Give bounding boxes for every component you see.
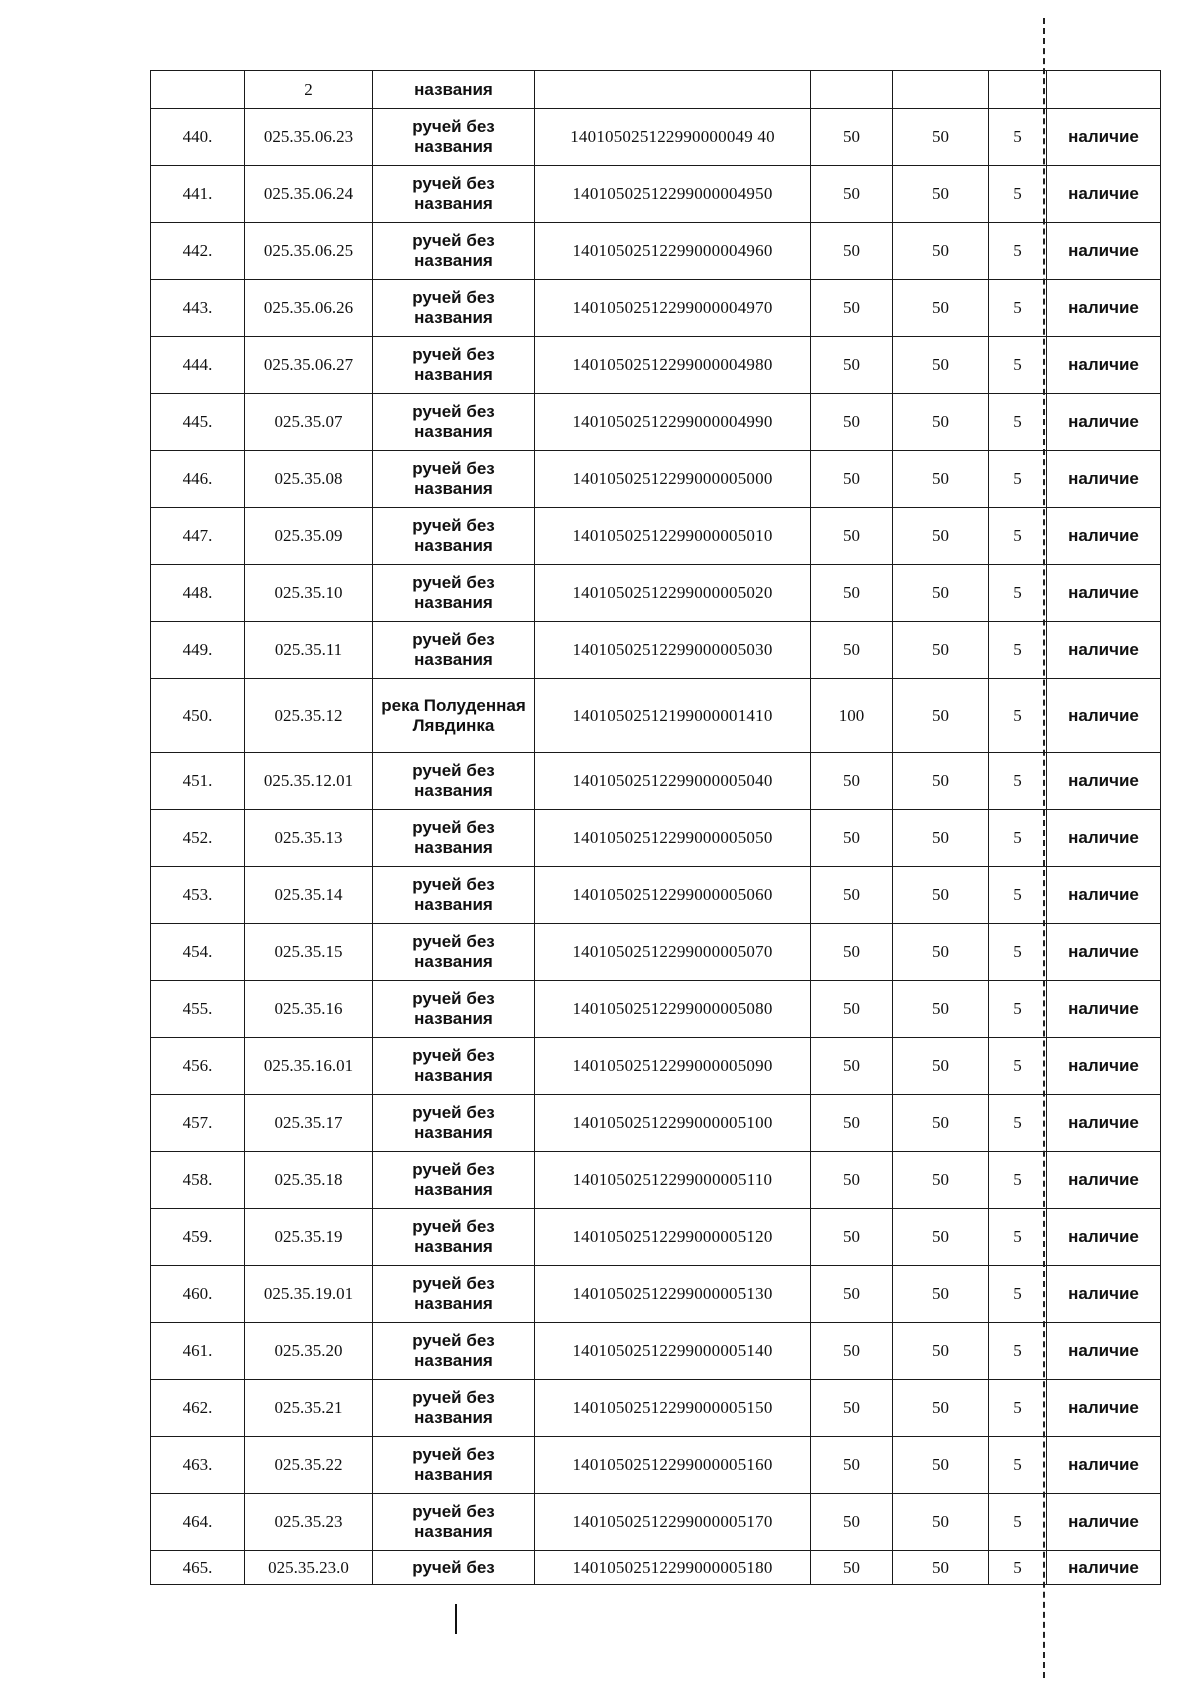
code-cell: 025.35.20 <box>245 1323 373 1380</box>
presence-cell: наличие <box>1047 280 1161 337</box>
row-number-cell: 460. <box>151 1266 245 1323</box>
table-row <box>151 166 1161 223</box>
name-cell: ручей без названия <box>373 223 535 280</box>
cadastral-number-cell: 14010502512299000004990 <box>535 394 811 451</box>
cadastral-number-cell: 14010502512299000004970 <box>535 280 811 337</box>
row-number-cell: 447. <box>151 508 245 565</box>
presence-cell: наличие <box>1047 1038 1161 1095</box>
row-number-cell: 455. <box>151 981 245 1038</box>
width-cell: 50 <box>811 451 893 508</box>
header-cell <box>989 71 1047 109</box>
presence-cell: наличие <box>1047 508 1161 565</box>
length-cell: 50 <box>893 1494 989 1551</box>
cadastral-number-cell: 14010502512299000005150 <box>535 1380 811 1437</box>
presence-cell: наличие <box>1047 1437 1161 1494</box>
width-cell: 50 <box>811 622 893 679</box>
value-cell: 5 <box>989 451 1047 508</box>
row-number-cell: 452. <box>151 810 245 867</box>
length-cell: 50 <box>893 1323 989 1380</box>
row-number-cell: 454. <box>151 924 245 981</box>
code-cell: 025.35.19.01 <box>245 1266 373 1323</box>
table-row <box>151 924 1161 981</box>
table-row <box>151 1380 1161 1437</box>
value-cell: 5 <box>989 1152 1047 1209</box>
table-row <box>151 1437 1161 1494</box>
width-cell: 50 <box>811 223 893 280</box>
value-cell: 5 <box>989 622 1047 679</box>
width-cell: 50 <box>811 337 893 394</box>
header-cell: 2 <box>245 71 373 109</box>
row-number-cell: 453. <box>151 867 245 924</box>
cadastral-number-cell: 14010502512299000004950 <box>535 166 811 223</box>
value-cell: 5 <box>989 1551 1047 1585</box>
table-row <box>151 223 1161 280</box>
header-cell <box>535 71 811 109</box>
code-cell: 025.35.15 <box>245 924 373 981</box>
length-cell: 50 <box>893 1152 989 1209</box>
width-cell: 50 <box>811 867 893 924</box>
name-cell: ручей без названия <box>373 1038 535 1095</box>
width-cell: 50 <box>811 1494 893 1551</box>
presence-cell: наличие <box>1047 1266 1161 1323</box>
length-cell: 50 <box>893 337 989 394</box>
cadastral-number-cell: 14010502512299000004980 <box>535 337 811 394</box>
value-cell: 5 <box>989 679 1047 753</box>
value-cell: 5 <box>989 166 1047 223</box>
table-row <box>151 810 1161 867</box>
name-cell: ручей без названия <box>373 753 535 810</box>
length-cell: 50 <box>893 981 989 1038</box>
code-cell: 025.35.07 <box>245 394 373 451</box>
presence-cell: наличие <box>1047 223 1161 280</box>
cadastral-number-cell: 14010502512299000005000 <box>535 451 811 508</box>
length-cell: 50 <box>893 810 989 867</box>
table-row <box>151 508 1161 565</box>
length-cell: 50 <box>893 109 989 166</box>
code-cell: 025.35.22 <box>245 1437 373 1494</box>
name-cell: ручей без названия <box>373 508 535 565</box>
code-cell: 025.35.23.0 <box>245 1551 373 1585</box>
table-row <box>151 337 1161 394</box>
width-cell: 50 <box>811 1152 893 1209</box>
table-row <box>151 1266 1161 1323</box>
presence-cell: наличие <box>1047 394 1161 451</box>
length-cell: 50 <box>893 223 989 280</box>
water-bodies-table <box>150 70 1161 1585</box>
presence-cell: наличие <box>1047 1323 1161 1380</box>
name-cell: ручей без названия <box>373 1266 535 1323</box>
table-row <box>151 1038 1161 1095</box>
width-cell: 50 <box>811 508 893 565</box>
width-cell: 50 <box>811 810 893 867</box>
length-cell: 50 <box>893 1551 989 1585</box>
table-row <box>151 1494 1161 1551</box>
code-cell: 025.35.06.25 <box>245 223 373 280</box>
width-cell: 50 <box>811 166 893 223</box>
cadastral-number-cell: 14010502512299000005170 <box>535 1494 811 1551</box>
width-cell: 50 <box>811 1380 893 1437</box>
row-number-cell: 442. <box>151 223 245 280</box>
table-row <box>151 109 1161 166</box>
value-cell: 5 <box>989 1323 1047 1380</box>
table-row <box>151 1551 1161 1585</box>
cadastral-number-cell: 14010502512299000005050 <box>535 810 811 867</box>
length-cell: 50 <box>893 508 989 565</box>
length-cell: 50 <box>893 1038 989 1095</box>
width-cell: 50 <box>811 1266 893 1323</box>
code-cell: 025.35.21 <box>245 1380 373 1437</box>
code-cell: 025.35.08 <box>245 451 373 508</box>
value-cell: 5 <box>989 753 1047 810</box>
row-number-cell: 451. <box>151 753 245 810</box>
code-cell: 025.35.10 <box>245 565 373 622</box>
length-cell: 50 <box>893 280 989 337</box>
length-cell: 50 <box>893 1380 989 1437</box>
value-cell: 5 <box>989 1266 1047 1323</box>
width-cell: 50 <box>811 280 893 337</box>
code-cell: 025.35.14 <box>245 867 373 924</box>
value-cell: 5 <box>989 924 1047 981</box>
table-row <box>151 394 1161 451</box>
length-cell: 50 <box>893 924 989 981</box>
name-cell: ручей без названия <box>373 565 535 622</box>
row-number-cell: 457. <box>151 1095 245 1152</box>
row-number-cell: 465. <box>151 1551 245 1585</box>
table-row <box>151 451 1161 508</box>
name-cell: ручей без <box>373 1551 535 1585</box>
name-cell: река Полуденная Лявдинка <box>373 679 535 753</box>
code-cell: 025.35.11 <box>245 622 373 679</box>
value-cell: 5 <box>989 810 1047 867</box>
value-cell: 5 <box>989 1038 1047 1095</box>
code-cell: 025.35.06.26 <box>245 280 373 337</box>
header-cell <box>893 71 989 109</box>
row-number-cell: 459. <box>151 1209 245 1266</box>
table-row <box>151 1152 1161 1209</box>
width-cell: 50 <box>811 1551 893 1585</box>
table-row <box>151 1209 1161 1266</box>
presence-cell: наличие <box>1047 981 1161 1038</box>
name-cell: ручей без названия <box>373 166 535 223</box>
code-cell: 025.35.06.24 <box>245 166 373 223</box>
cadastral-number-cell: 14010502512299000005160 <box>535 1437 811 1494</box>
length-cell: 50 <box>893 867 989 924</box>
value-cell: 5 <box>989 1380 1047 1437</box>
name-cell: ручей без названия <box>373 981 535 1038</box>
row-number-cell: 463. <box>151 1437 245 1494</box>
width-cell: 50 <box>811 924 893 981</box>
width-cell: 50 <box>811 394 893 451</box>
header-cell <box>811 71 893 109</box>
table-row <box>151 280 1161 337</box>
value-cell: 5 <box>989 337 1047 394</box>
length-cell: 50 <box>893 394 989 451</box>
value-cell: 5 <box>989 223 1047 280</box>
cadastral-number-cell: 140105025122990000049 40 <box>535 109 811 166</box>
name-cell: ручей без названия <box>373 1095 535 1152</box>
cadastral-number-cell: 14010502512299000005060 <box>535 867 811 924</box>
row-number-cell: 441. <box>151 166 245 223</box>
presence-cell: наличие <box>1047 109 1161 166</box>
row-number-cell: 443. <box>151 280 245 337</box>
row-number-cell: 456. <box>151 1038 245 1095</box>
table-row <box>151 679 1161 753</box>
presence-cell: наличие <box>1047 622 1161 679</box>
presence-cell: наличие <box>1047 1494 1161 1551</box>
value-cell: 5 <box>989 1437 1047 1494</box>
row-number-cell: 450. <box>151 679 245 753</box>
cadastral-number-cell: 14010502512299000005180 <box>535 1551 811 1585</box>
presence-cell: наличие <box>1047 679 1161 753</box>
presence-cell: наличие <box>1047 1095 1161 1152</box>
row-number-cell: 458. <box>151 1152 245 1209</box>
table-body <box>151 71 1161 1585</box>
name-cell: ручей без названия <box>373 1323 535 1380</box>
width-cell: 50 <box>811 565 893 622</box>
name-cell: ручей без названия <box>373 109 535 166</box>
presence-cell: наличие <box>1047 1209 1161 1266</box>
width-cell: 50 <box>811 109 893 166</box>
code-cell: 025.35.12.01 <box>245 753 373 810</box>
code-cell: 025.35.23 <box>245 1494 373 1551</box>
length-cell: 50 <box>893 753 989 810</box>
cadastral-number-cell: 14010502512199000001410 <box>535 679 811 753</box>
row-number-cell: 462. <box>151 1380 245 1437</box>
cadastral-number-cell: 14010502512299000005040 <box>535 753 811 810</box>
value-cell: 5 <box>989 394 1047 451</box>
presence-cell: наличие <box>1047 451 1161 508</box>
cadastral-number-cell: 14010502512299000005010 <box>535 508 811 565</box>
name-cell: ручей без названия <box>373 1209 535 1266</box>
table-row <box>151 753 1161 810</box>
value-cell: 5 <box>989 508 1047 565</box>
presence-cell: наличие <box>1047 1152 1161 1209</box>
code-cell: 025.35.19 <box>245 1209 373 1266</box>
table-row <box>151 1095 1161 1152</box>
header-cell <box>1047 71 1161 109</box>
width-cell: 50 <box>811 753 893 810</box>
presence-cell: наличие <box>1047 565 1161 622</box>
length-cell: 50 <box>893 1095 989 1152</box>
name-cell: ручей без названия <box>373 1437 535 1494</box>
cadastral-number-cell: 14010502512299000005110 <box>535 1152 811 1209</box>
cadastral-number-cell: 14010502512299000005030 <box>535 622 811 679</box>
presence-cell: наличие <box>1047 924 1161 981</box>
code-cell: 025.35.16 <box>245 981 373 1038</box>
row-number-cell: 461. <box>151 1323 245 1380</box>
width-cell: 50 <box>811 1095 893 1152</box>
code-cell: 025.35.13 <box>245 810 373 867</box>
cadastral-number-cell: 14010502512299000005130 <box>535 1266 811 1323</box>
code-cell: 025.35.18 <box>245 1152 373 1209</box>
presence-cell: наличие <box>1047 337 1161 394</box>
table-row <box>151 622 1161 679</box>
value-cell: 5 <box>989 1209 1047 1266</box>
presence-cell: наличие <box>1047 753 1161 810</box>
value-cell: 5 <box>989 109 1047 166</box>
length-cell: 50 <box>893 1209 989 1266</box>
width-cell: 50 <box>811 1323 893 1380</box>
cadastral-number-cell: 14010502512299000005020 <box>535 565 811 622</box>
name-cell: ручей без названия <box>373 867 535 924</box>
name-cell: ручей без названия <box>373 924 535 981</box>
table-row <box>151 1323 1161 1380</box>
row-number-cell: 440. <box>151 109 245 166</box>
cadastral-number-cell: 14010502512299000005140 <box>535 1323 811 1380</box>
name-cell: ручей без названия <box>373 622 535 679</box>
code-cell: 025.35.06.23 <box>245 109 373 166</box>
table-row <box>151 981 1161 1038</box>
value-cell: 5 <box>989 1095 1047 1152</box>
continued-header-row <box>151 71 1161 109</box>
code-cell: 025.35.06.27 <box>245 337 373 394</box>
length-cell: 50 <box>893 166 989 223</box>
cadastral-number-cell: 14010502512299000004960 <box>535 223 811 280</box>
row-number-cell: 446. <box>151 451 245 508</box>
value-cell: 5 <box>989 867 1047 924</box>
code-cell: 025.35.09 <box>245 508 373 565</box>
name-cell: ручей без названия <box>373 810 535 867</box>
width-cell: 50 <box>811 1038 893 1095</box>
name-cell: ручей без названия <box>373 1380 535 1437</box>
value-cell: 5 <box>989 565 1047 622</box>
name-cell: ручей без названия <box>373 451 535 508</box>
width-cell: 50 <box>811 981 893 1038</box>
name-cell: ручей без названия <box>373 1152 535 1209</box>
value-cell: 5 <box>989 280 1047 337</box>
name-cell: ручей без названия <box>373 337 535 394</box>
length-cell: 50 <box>893 1266 989 1323</box>
code-cell: 025.35.16.01 <box>245 1038 373 1095</box>
row-number-cell: 448. <box>151 565 245 622</box>
header-cell: названия <box>373 71 535 109</box>
value-cell: 5 <box>989 981 1047 1038</box>
header-cell <box>151 71 245 109</box>
length-cell: 50 <box>893 679 989 753</box>
name-cell: ручей без названия <box>373 280 535 337</box>
cadastral-number-cell: 14010502512299000005120 <box>535 1209 811 1266</box>
scan-mark <box>455 1604 457 1634</box>
cadastral-number-cell: 14010502512299000005070 <box>535 924 811 981</box>
length-cell: 50 <box>893 565 989 622</box>
width-cell: 100 <box>811 679 893 753</box>
presence-cell: наличие <box>1047 867 1161 924</box>
table-row <box>151 565 1161 622</box>
row-number-cell: 445. <box>151 394 245 451</box>
row-number-cell: 464. <box>151 1494 245 1551</box>
name-cell: ручей без названия <box>373 1494 535 1551</box>
width-cell: 50 <box>811 1437 893 1494</box>
length-cell: 50 <box>893 451 989 508</box>
cadastral-number-cell: 14010502512299000005100 <box>535 1095 811 1152</box>
presence-cell: наличие <box>1047 1551 1161 1585</box>
value-cell: 5 <box>989 1494 1047 1551</box>
length-cell: 50 <box>893 622 989 679</box>
code-cell: 025.35.17 <box>245 1095 373 1152</box>
name-cell: ручей без названия <box>373 394 535 451</box>
cadastral-number-cell: 14010502512299000005080 <box>535 981 811 1038</box>
presence-cell: наличие <box>1047 1380 1161 1437</box>
length-cell: 50 <box>893 1437 989 1494</box>
table-row <box>151 867 1161 924</box>
row-number-cell: 444. <box>151 337 245 394</box>
presence-cell: наличие <box>1047 166 1161 223</box>
row-number-cell: 449. <box>151 622 245 679</box>
width-cell: 50 <box>811 1209 893 1266</box>
presence-cell: наличие <box>1047 810 1161 867</box>
code-cell: 025.35.12 <box>245 679 373 753</box>
cadastral-number-cell: 14010502512299000005090 <box>535 1038 811 1095</box>
